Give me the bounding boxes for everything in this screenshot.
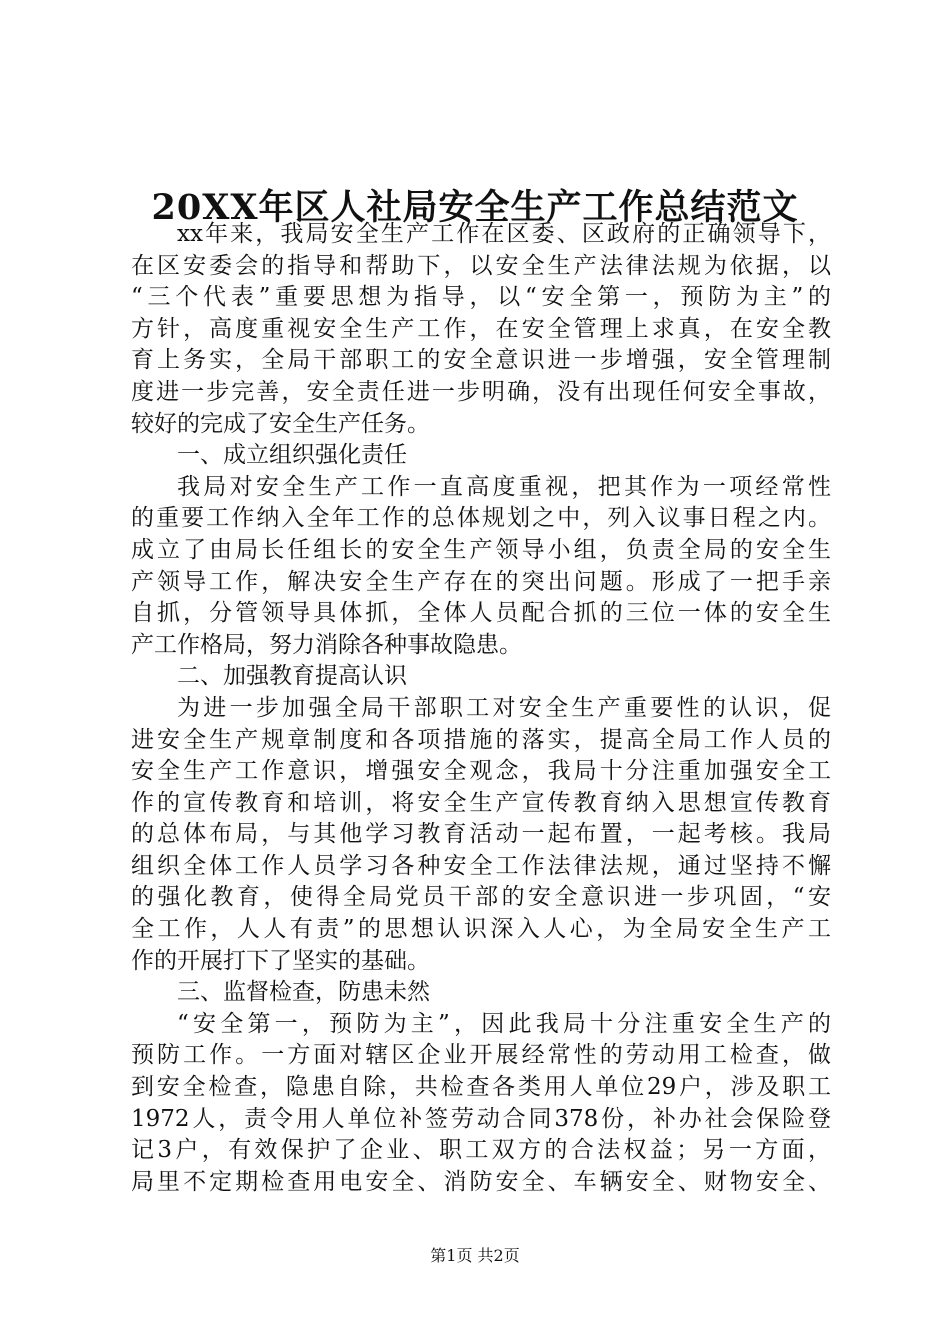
text-line: 预防工作。一方面对辖区企业开展经常性的劳动用工检查，做: [131, 1042, 831, 1069]
text-line: 较好的完成了安全生产任务。: [131, 410, 430, 437]
text-line: 到安全检查，隐患自除，共检查各类用人单位29户，涉及职工: [131, 1074, 831, 1101]
text-line: “三个代表”重要思想为指导，以“安全第一，预防为主”的: [131, 284, 831, 311]
text-line: 自抓，分管领导具体抓，全体人员配合抓的三位一体的安全生: [131, 600, 831, 627]
text-line: 的强化教育，使得全局党员干部的安全意识进一步巩固，“安: [131, 884, 831, 911]
text-line: 为进一步加强全局干部职工对安全生产重要性的认识，促: [177, 694, 831, 721]
text-line: 组织全体工作人员学习各种安全工作法律法规，通过坚持不懈: [131, 852, 831, 879]
text-line: 的总体布局，与其他学习教育活动一起布置，一起考核。我局: [131, 821, 831, 848]
page-footer: 第1页 共2页: [430, 1246, 520, 1265]
section-heading: 二、加强教育提高认识: [177, 663, 407, 690]
text-line: 全工作，人人有责”的思想认识深入人心，为全局安全生产工: [131, 916, 831, 943]
text-line: 的重要工作纳入全年工作的总体规划之中，列入议事日程之内。: [131, 505, 831, 532]
document-title: 20XX年区人社局安全生产工作总结范文: [151, 187, 799, 228]
text-line: 育上务实，全局干部职工的安全意识进一步增强，安全管理制: [131, 347, 831, 374]
text-line: 安全生产工作意识，增强安全观念，我局十分注重加强安全工: [131, 758, 831, 785]
text-line: 我局对安全生产工作一直高度重视，把其作为一项经常性: [177, 473, 831, 500]
document-body: [131, 219, 831, 1198]
text-line: 产领导工作，解决安全生产存在的突出问题。形成了一把手亲: [131, 568, 831, 595]
text-line: 局里不定期检查用电安全、消防安全、车辆安全、财物安全、: [131, 1168, 831, 1195]
text-line: xx年来，我局安全生产工作在区委、区政府的正确领导下，: [177, 221, 831, 247]
text-line: 产工作格局，努力消除各种事故隐患。: [131, 631, 522, 658]
text-line: 作的宣传教育和培训，将安全生产宣传教育纳入思想宣传教育: [131, 789, 831, 816]
text-line: 进安全生产规章制度和各项措施的落实，提高全局工作人员的: [131, 726, 831, 753]
text-line: 成立了由局长任组长的安全生产领导小组，负责全局的安全生: [131, 536, 831, 563]
text-line: 记3户，有效保护了企业、职工双方的合法权益；另一方面，: [131, 1137, 831, 1164]
text-line: 方针，高度重视安全生产工作，在安全管理上求真，在安全教: [131, 315, 831, 342]
section-heading: 一、成立组织强化责任: [177, 442, 407, 469]
text-line: 在区安委会的指导和帮助下，以安全生产法律法规为依据，以: [131, 252, 831, 279]
section-heading: 三、监督检查，防患未然: [177, 979, 430, 1006]
text-line: “安全第一，预防为主”，因此我局十分注重安全生产的: [177, 1010, 831, 1037]
text-line: 作的开展打下了坚实的基础。: [131, 947, 430, 974]
text-line: 度进一步完善，安全责任进一步明确，没有出现任何安全事故，: [131, 378, 831, 405]
text-line: 1972人，责令用人单位补签劳动合同378份，补办社会保险登: [131, 1105, 831, 1132]
